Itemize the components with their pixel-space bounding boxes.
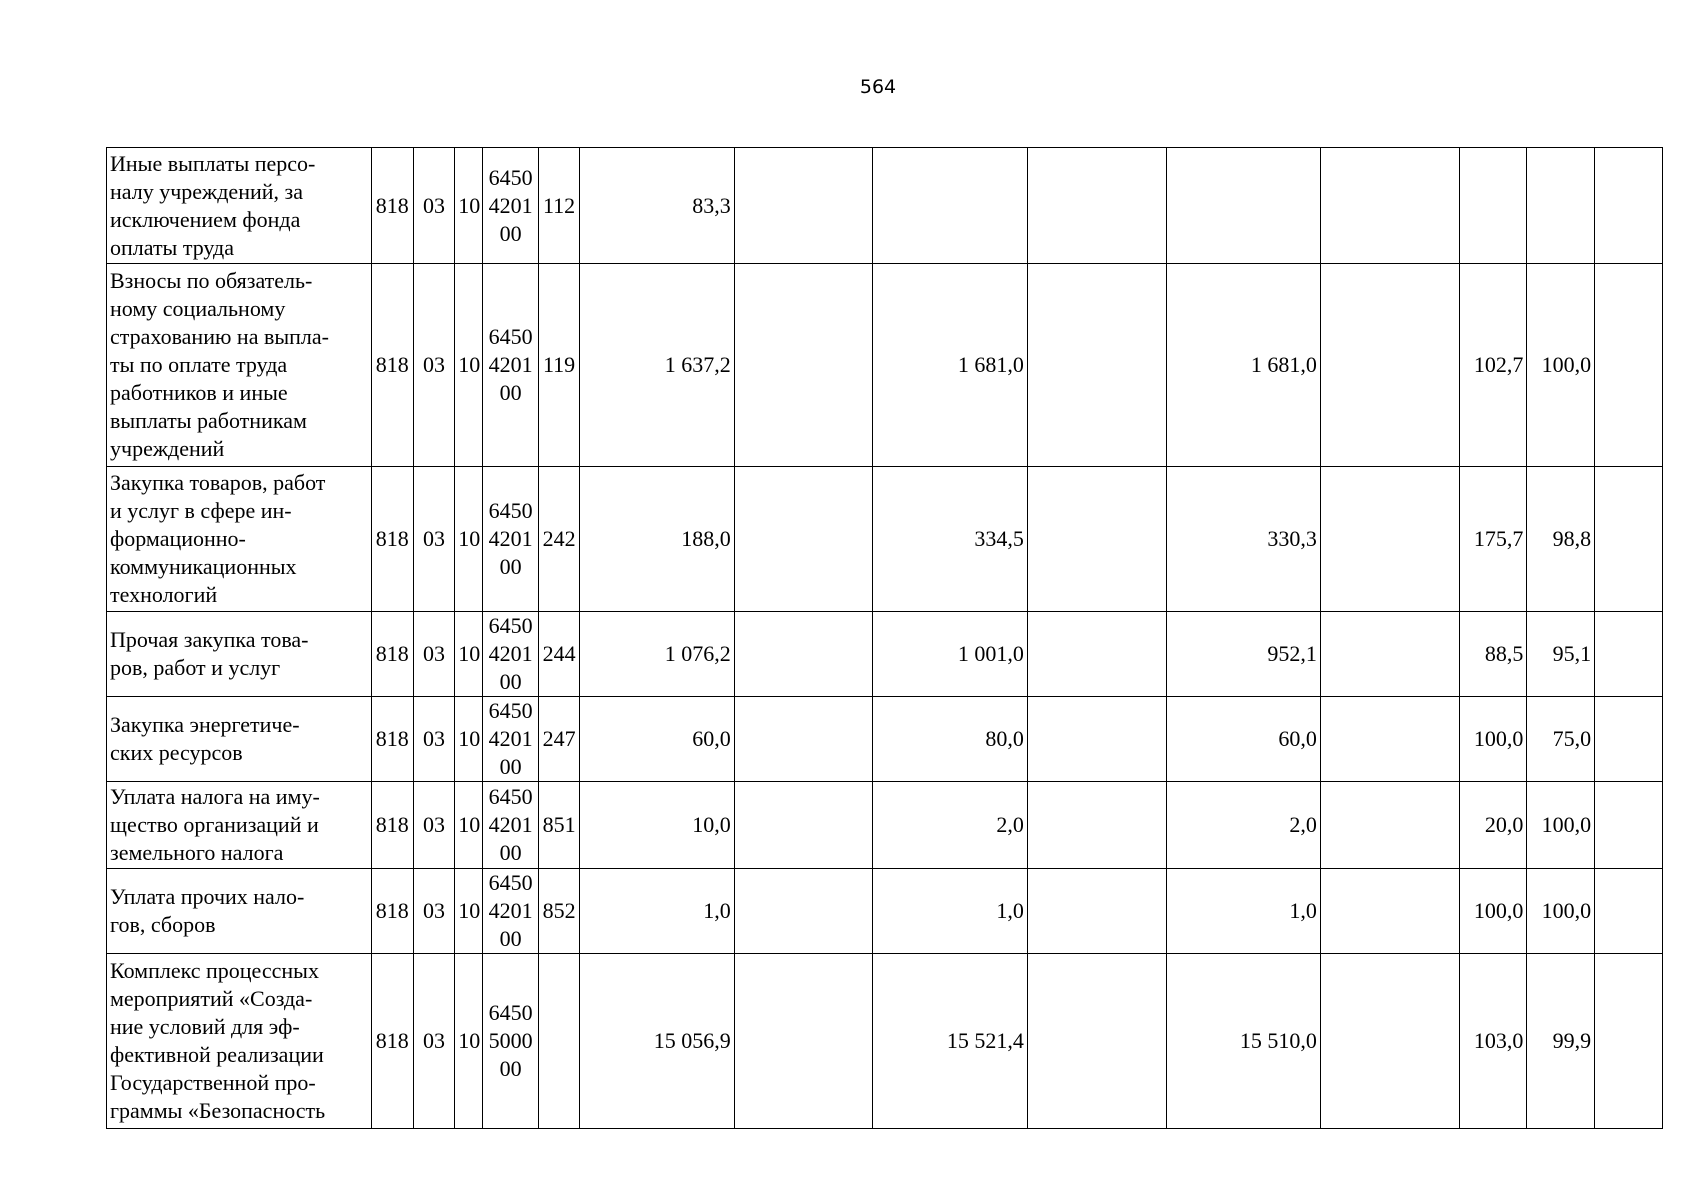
gr-code: 818 bbox=[371, 148, 413, 264]
empty-col bbox=[1595, 467, 1663, 612]
value-col-8: 95,1 bbox=[1527, 612, 1595, 697]
value-col-5: 1 681,0 bbox=[1166, 264, 1320, 467]
gr-code: 818 bbox=[371, 467, 413, 612]
vr-code: 247 bbox=[538, 697, 580, 782]
csr-code: 6450 4201 00 bbox=[483, 148, 538, 264]
empty-col bbox=[1595, 782, 1663, 869]
table-row bbox=[107, 612, 1663, 697]
value-col-7: 102,7 bbox=[1459, 264, 1527, 467]
value-col-1: 60,0 bbox=[580, 697, 734, 782]
value-col-7: 20,0 bbox=[1459, 782, 1527, 869]
row-name: Закупка товаров, работ и услуг в сфере ин- формационно- коммуникационных технологий bbox=[107, 467, 372, 612]
value-col-7: 100,0 bbox=[1459, 869, 1527, 954]
value-col-2 bbox=[734, 264, 873, 467]
table-row bbox=[107, 697, 1663, 782]
vr-code: 242 bbox=[538, 467, 580, 612]
value-col-6 bbox=[1320, 869, 1459, 954]
pr-code: 10 bbox=[455, 467, 483, 612]
gr-code: 818 bbox=[371, 697, 413, 782]
value-col-5: 330,3 bbox=[1166, 467, 1320, 612]
value-col-4 bbox=[1027, 869, 1166, 954]
value-col-3: 1,0 bbox=[873, 869, 1027, 954]
vr-code bbox=[538, 954, 580, 1129]
budget-table bbox=[106, 147, 1663, 1129]
value-col-2 bbox=[734, 612, 873, 697]
row-name: Закупка энергетиче- ских ресурсов bbox=[107, 697, 372, 782]
vr-code: 244 bbox=[538, 612, 580, 697]
value-col-5 bbox=[1166, 148, 1320, 264]
empty-col bbox=[1595, 612, 1663, 697]
rz-code: 03 bbox=[413, 869, 455, 954]
value-col-2 bbox=[734, 782, 873, 869]
value-col-4 bbox=[1027, 782, 1166, 869]
value-col-6 bbox=[1320, 467, 1459, 612]
value-col-2 bbox=[734, 467, 873, 612]
value-col-8: 100,0 bbox=[1527, 782, 1595, 869]
csr-code: 6450 4201 00 bbox=[483, 782, 538, 869]
rz-code: 03 bbox=[413, 467, 455, 612]
value-col-6 bbox=[1320, 954, 1459, 1129]
value-col-7: 100,0 bbox=[1459, 697, 1527, 782]
value-col-5: 952,1 bbox=[1166, 612, 1320, 697]
row-name: Прочая закупка това- ров, работ и услуг bbox=[107, 612, 372, 697]
value-col-7: 175,7 bbox=[1459, 467, 1527, 612]
csr-code: 6450 4201 00 bbox=[483, 612, 538, 697]
pr-code: 10 bbox=[455, 148, 483, 264]
value-col-8 bbox=[1527, 148, 1595, 264]
value-col-1: 1 076,2 bbox=[580, 612, 734, 697]
csr-code: 6450 4201 00 bbox=[483, 697, 538, 782]
empty-col bbox=[1595, 697, 1663, 782]
gr-code: 818 bbox=[371, 869, 413, 954]
gr-code: 818 bbox=[371, 612, 413, 697]
value-col-4 bbox=[1027, 148, 1166, 264]
vr-code: 112 bbox=[538, 148, 580, 264]
vr-code: 852 bbox=[538, 869, 580, 954]
table-row bbox=[107, 782, 1663, 869]
value-col-2 bbox=[734, 148, 873, 264]
table-row bbox=[107, 954, 1663, 1129]
value-col-4 bbox=[1027, 697, 1166, 782]
value-col-1: 83,3 bbox=[580, 148, 734, 264]
value-col-5: 2,0 bbox=[1166, 782, 1320, 869]
value-col-2 bbox=[734, 697, 873, 782]
row-name: Уплата прочих нало- гов, сборов bbox=[107, 869, 372, 954]
value-col-8: 100,0 bbox=[1527, 869, 1595, 954]
row-name: Иные выплаты персо- налу учреждений, за исключением фонда оплаты труда bbox=[107, 148, 372, 264]
pr-code: 10 bbox=[455, 782, 483, 869]
value-col-3: 15 521,4 bbox=[873, 954, 1027, 1129]
rz-code: 03 bbox=[413, 954, 455, 1129]
value-col-1: 188,0 bbox=[580, 467, 734, 612]
value-col-5: 15 510,0 bbox=[1166, 954, 1320, 1129]
value-col-3: 1 001,0 bbox=[873, 612, 1027, 697]
value-col-8: 75,0 bbox=[1527, 697, 1595, 782]
rz-code: 03 bbox=[413, 264, 455, 467]
rz-code: 03 bbox=[413, 782, 455, 869]
csr-code: 6450 4201 00 bbox=[483, 264, 538, 467]
value-col-2 bbox=[734, 954, 873, 1129]
table-row bbox=[107, 869, 1663, 954]
value-col-4 bbox=[1027, 954, 1166, 1129]
value-col-3: 80,0 bbox=[873, 697, 1027, 782]
rz-code: 03 bbox=[413, 148, 455, 264]
value-col-6 bbox=[1320, 782, 1459, 869]
value-col-1: 1,0 bbox=[580, 869, 734, 954]
empty-col bbox=[1595, 954, 1663, 1129]
value-col-1: 10,0 bbox=[580, 782, 734, 869]
value-col-1: 15 056,9 bbox=[580, 954, 734, 1129]
value-col-7: 88,5 bbox=[1459, 612, 1527, 697]
pr-code: 10 bbox=[455, 264, 483, 467]
pr-code: 10 bbox=[455, 869, 483, 954]
value-col-5: 60,0 bbox=[1166, 697, 1320, 782]
value-col-6 bbox=[1320, 264, 1459, 467]
value-col-4 bbox=[1027, 467, 1166, 612]
value-col-3: 334,5 bbox=[873, 467, 1027, 612]
row-name: Взносы по обязатель- ному социальному страхованию на выпла- ты по оплате труда работников и иные выплаты работникам учреждений bbox=[107, 264, 372, 467]
table-row bbox=[107, 148, 1663, 264]
value-col-3: 2,0 bbox=[873, 782, 1027, 869]
pr-code: 10 bbox=[455, 954, 483, 1129]
row-name: Комплекс процессных мероприятий «Созда- ние условий для эф- фективной реализации Государственной про- граммы «Безопасность bbox=[107, 954, 372, 1129]
pr-code: 10 bbox=[455, 612, 483, 697]
csr-code: 6450 4201 00 bbox=[483, 467, 538, 612]
value-col-8: 98,8 bbox=[1527, 467, 1595, 612]
pr-code: 10 bbox=[455, 697, 483, 782]
value-col-1: 1 637,2 bbox=[580, 264, 734, 467]
csr-code: 6450 5000 00 bbox=[483, 954, 538, 1129]
value-col-8: 99,9 bbox=[1527, 954, 1595, 1129]
empty-col bbox=[1595, 264, 1663, 467]
vr-code: 119 bbox=[538, 264, 580, 467]
vr-code: 851 bbox=[538, 782, 580, 869]
value-col-6 bbox=[1320, 148, 1459, 264]
value-col-6 bbox=[1320, 697, 1459, 782]
table-row bbox=[107, 264, 1663, 467]
gr-code: 818 bbox=[371, 782, 413, 869]
value-col-2 bbox=[734, 869, 873, 954]
value-col-6 bbox=[1320, 612, 1459, 697]
value-col-8: 100,0 bbox=[1527, 264, 1595, 467]
gr-code: 818 bbox=[371, 954, 413, 1129]
page-number: 564 bbox=[859, 76, 897, 98]
value-col-7: 103,0 bbox=[1459, 954, 1527, 1129]
value-col-5: 1,0 bbox=[1166, 869, 1320, 954]
empty-col bbox=[1595, 148, 1663, 264]
empty-col bbox=[1595, 869, 1663, 954]
rz-code: 03 bbox=[413, 612, 455, 697]
row-name: Уплата налога на иму- щество организаций и земельного налога bbox=[107, 782, 372, 869]
csr-code: 6450 4201 00 bbox=[483, 869, 538, 954]
value-col-4 bbox=[1027, 264, 1166, 467]
value-col-4 bbox=[1027, 612, 1166, 697]
gr-code: 818 bbox=[371, 264, 413, 467]
table-row bbox=[107, 467, 1663, 612]
value-col-7 bbox=[1459, 148, 1527, 264]
value-col-3 bbox=[873, 148, 1027, 264]
value-col-3: 1 681,0 bbox=[873, 264, 1027, 467]
rz-code: 03 bbox=[413, 697, 455, 782]
